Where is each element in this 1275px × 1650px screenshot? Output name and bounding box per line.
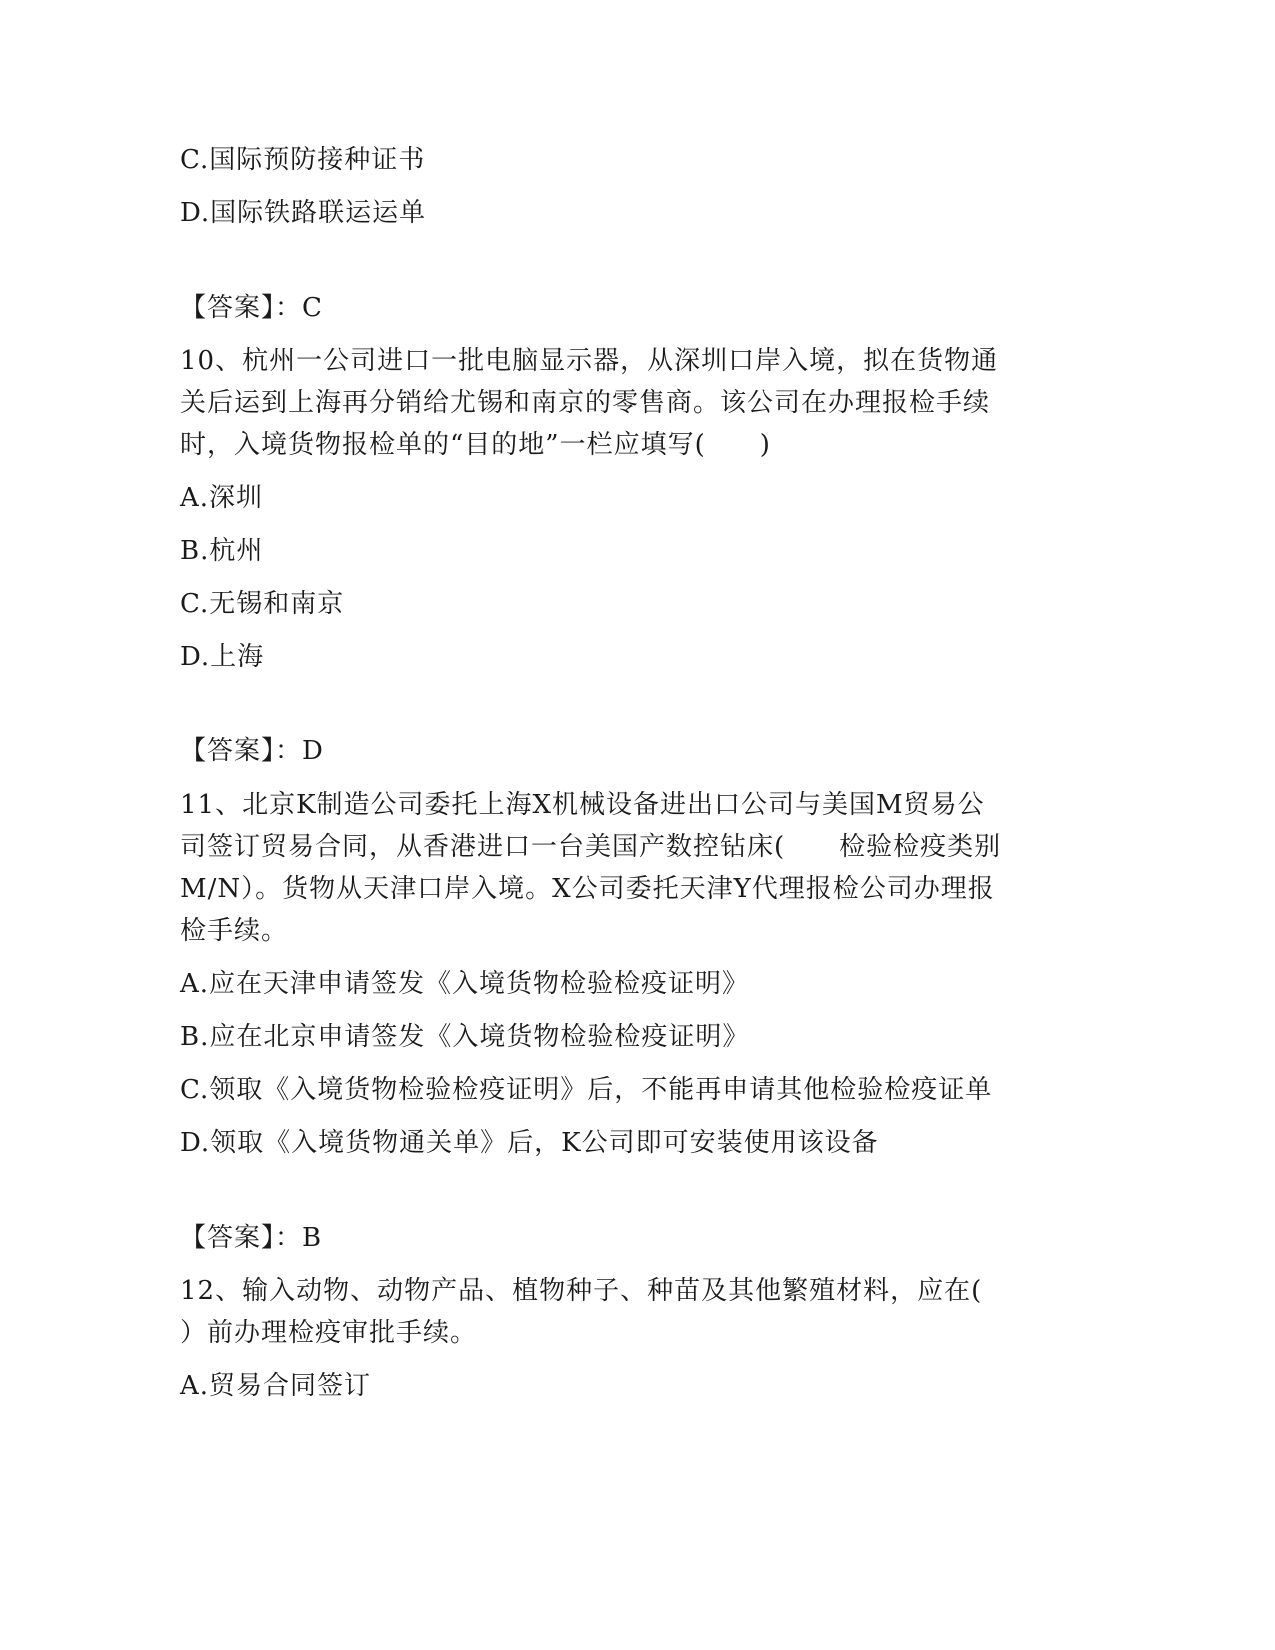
- option-d: D.领取《入境货物通关单》后，K公司即可安装使用该设备: [180, 1128, 879, 1158]
- question-line: 司签订贸易合同，从香港进口一台美国产数控钻床( 检验检疫类别: [180, 832, 1002, 862]
- option-c: C.无锡和南京: [180, 589, 345, 619]
- answer-label: 【答案】：B: [180, 1223, 323, 1253]
- question-line: 关后运到上海再分销给尤锡和南京的零售商。该公司在办理报检手续: [180, 388, 991, 418]
- answer-label: 【答案】：D: [180, 736, 324, 766]
- answer-label: 【答案】：C: [180, 293, 323, 323]
- option-d: D.上海: [180, 642, 265, 672]
- question-line: 时，入境货物报检单的“目的地”一栏应填写( ): [180, 430, 771, 460]
- option-b: B.杭州: [180, 536, 264, 566]
- option-b: B.应在北京申请签发《入境货物检验检疫证明》: [180, 1022, 750, 1052]
- option-a: A.应在天津申请签发《入境货物检验检疫证明》: [180, 969, 750, 999]
- question-line: ）前办理检疫审批手续。: [180, 1318, 478, 1348]
- question-line: 检手续。: [180, 916, 289, 946]
- question-line: 11、北京K制造公司委托上海X机械设备进出口公司与美国M贸易公: [180, 790, 985, 820]
- option-a: A.贸易合同签订: [180, 1371, 372, 1401]
- option-c: C.国际预防接种证书: [180, 145, 426, 175]
- option-d: D.国际铁路联运运单: [180, 198, 427, 228]
- question-line: 12、输入动物、动物产品、植物种子、种苗及其他繁殖材料，应在(: [180, 1276, 983, 1306]
- question-line: M/N）。货物从天津口岸入境。X公司委托天津Y代理报检公司办理报: [180, 874, 995, 904]
- option-a: A.深圳: [180, 483, 264, 513]
- question-line: 10、杭州一公司进口一批电脑显示器，从深圳口岸入境，拟在货物通: [180, 346, 999, 376]
- option-c: C.领取《入境货物检验检疫证明》后，不能再申请其他检验检疫证单: [180, 1075, 993, 1105]
